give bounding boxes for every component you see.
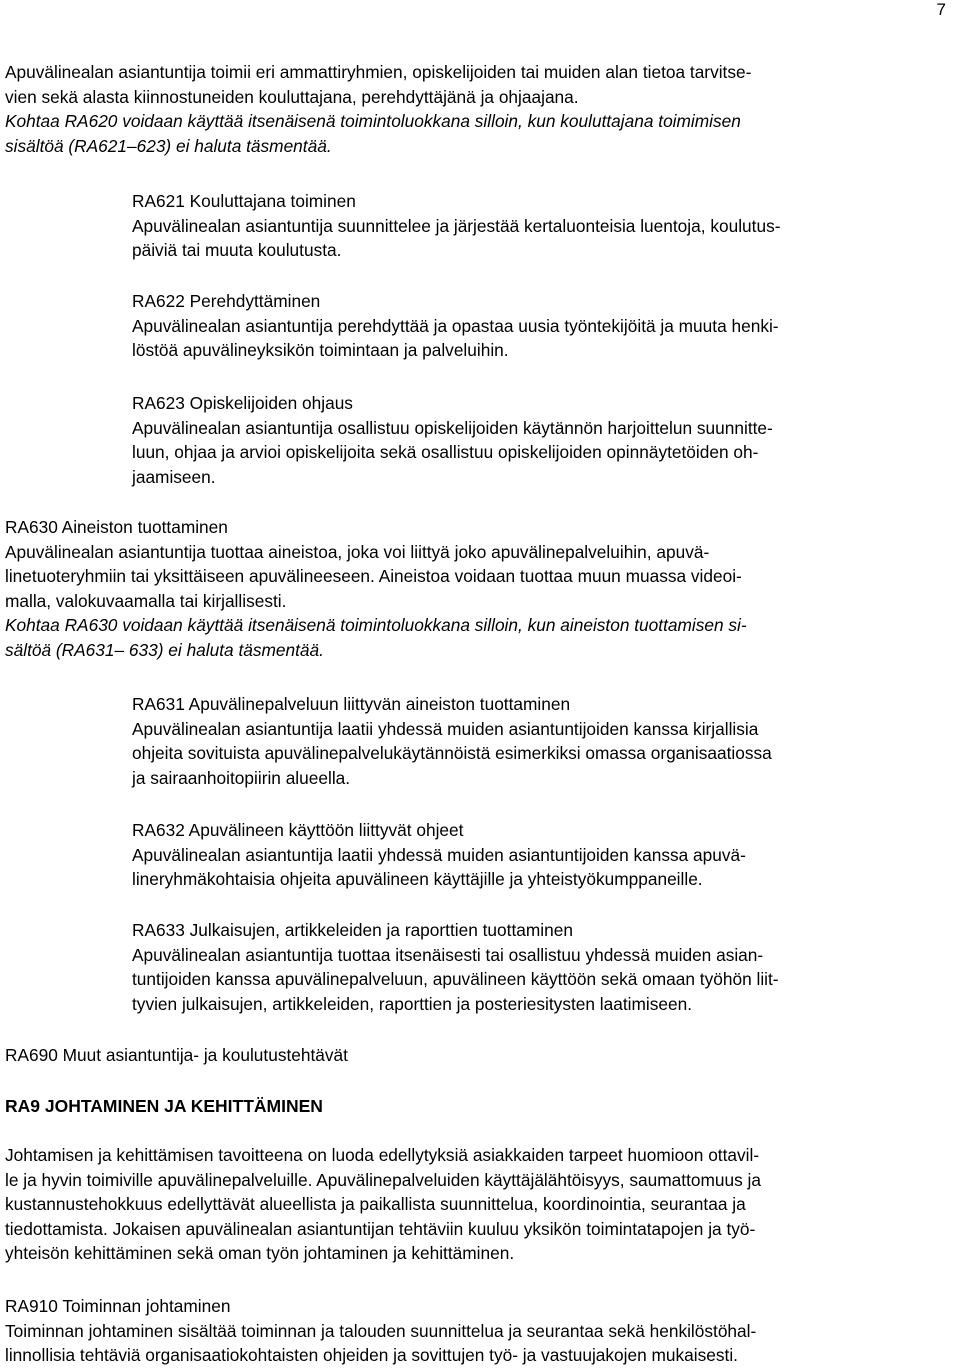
section-ra910	[5, 1294, 956, 1368]
page-number: 7	[936, 0, 946, 19]
text-line: kustannustehokkuus edellyttävät alueellista ja paikallista suunnittelua, koordinointia, seurantaa ja	[5, 1194, 746, 1214]
text-line: le ja hyvin toimiville apuvälinepalveluille. Apuvälinepalveluiden käyttäjälähtöisyys, saumattomuus ja	[5, 1169, 761, 1190]
section-title: RA631 Apuvälinepalveluun liittyvän aineiston tuottaminen	[132, 694, 571, 714]
text-line: Toiminnan johtaminen sisältää toiminnan ja talouden suunnittelua ja seurantaa sekä henkilöstöhal-	[5, 1320, 757, 1341]
text-line: Apuvälinealan asiantuntija tuottaa itsenäisesti tai osallistuu yhdessä muiden asian-	[132, 944, 764, 965]
section-title: RA910 Toiminnan johtaminen	[5, 1296, 231, 1316]
text-line: Apuvälinealan asiantuntija laatii yhdessä muiden asiantuntijoiden kanssa kirjallisia	[132, 718, 759, 739]
section-ra632	[132, 818, 956, 892]
text-line: linetuoteryhmiin tai yksittäiseen apuvälineeseen. Aineistoa voidaan tuottaa muun muassa videoi-	[5, 566, 742, 586]
text-line: ja sairaanhoitopiirin alueella.	[132, 767, 351, 788]
section-title: RA690 Muut asiantuntija- ja koulutustehtävät	[5, 1045, 348, 1065]
note-line: sältöä (RA631– 633) ei haluta täsmentää.	[5, 639, 324, 660]
section-ra623	[132, 391, 956, 489]
text-line: tiedottamista. Jokaisen apuvälinealan asiantuntijan tehtäviin kuuluu yksikön toimintatapojen ja työ-	[5, 1218, 756, 1239]
text-line: linnollisia tehtäviä organisaatiokohtaisten ohjeiden ja sovittujen työ- ja vastuujakojen mukaisesti.	[5, 1345, 738, 1365]
section-ra621	[132, 189, 956, 263]
section-ra690	[5, 1043, 956, 1068]
text-line: Apuvälinealan asiantuntija perehdyttää ja opastaa uusia työntekijöitä ja muuta henki-	[132, 315, 779, 336]
text-line: jaamiseen.	[132, 466, 216, 487]
text-line: vien sekä alasta kiinnostuneiden kouluttajana, perehdyttäjänä ja ohjaajana.	[5, 86, 579, 107]
section-title: RA623 Opiskelijoiden ohjaus	[132, 393, 353, 413]
text-line: Apuvälinealan asiantuntija suunnittelee ja järjestää kertaluonteisia luentoja, koulutus-	[132, 215, 781, 236]
section-title: RA621 Kouluttajana toiminen	[132, 191, 356, 211]
text-line: Apuvälinealan asiantuntija toimii eri ammattiryhmien, opiskelijoiden tai muiden alan tietoa tarvitse-	[5, 62, 752, 82]
text-line: Johtamisen ja kehittämisen tavoitteena on luoda edellytyksiä asiakkaiden tarpeet huomioon ottavil-	[5, 1145, 760, 1165]
text-line: tyvien julkaisujen, artikkeleiden, raporttien ja posteriesitysten laatimiseen.	[132, 993, 693, 1014]
section-title: RA630 Aineiston tuottaminen	[5, 517, 228, 537]
text-line: luun, ohjaa ja arvioi opiskelijoita sekä osallistuu opiskelijoiden opinnäytetöiden oh-	[132, 442, 759, 462]
text-line: Apuvälinealan asiantuntija osallistuu opiskelijoiden käytännön harjoittelun suunnitte-	[132, 417, 773, 438]
section-ra633	[132, 918, 956, 1016]
note-line: Kohtaa RA630 voidaan käyttää itsenäisenä toimintoluokkana silloin, kun aineiston tuottamisen si-	[5, 615, 747, 635]
text-line: tuntijoiden kanssa apuvälinepalveluun, apuvälineen käyttöön sekä omaan työhön liit-	[132, 969, 779, 989]
note-line: Kohtaa RA620 voidaan käyttää itsenäisenä toimintoluokkana silloin, kun kouluttajana toimimisen	[5, 111, 741, 131]
text-line: päiviä tai muuta koulutusta.	[132, 240, 342, 260]
section-ra631	[132, 692, 956, 790]
section-title: RA633 Julkaisujen, artikkeleiden ja raporttien tuottaminen	[132, 920, 573, 940]
text-line: ohjeita sovituista apuvälinepalvelukäytännöistä esimerkiksi omassa organisaatiossa	[132, 743, 772, 763]
text-line: löstöä apuvälineyksikön toimintaan ja palveluihin.	[132, 340, 509, 360]
section-title: RA622 Perehdyttäminen	[132, 291, 321, 311]
section-ra622	[132, 289, 956, 363]
section-ra9-body	[5, 1143, 956, 1266]
section-title: RA632 Apuvälineen käyttöön liittyvät ohjeet	[132, 820, 464, 840]
text-line: lineryhmäkohtaisia ohjeita apuvälineen käyttäjille ja yhteistyökumppaneille.	[132, 869, 703, 889]
section-ra630	[5, 515, 956, 662]
text-line: Apuvälinealan asiantuntija laatii yhdessä muiden asiantuntijoiden kanssa apuvä-	[132, 844, 746, 865]
intro-paragraph	[5, 60, 956, 158]
section-ra9-heading	[5, 1094, 956, 1119]
text-line: malla, valokuvaamalla tai kirjallisesti.	[5, 590, 287, 611]
note-line: sisältöä (RA621–623) ei haluta täsmentää.	[5, 135, 332, 156]
text-line: yhteisön kehittäminen sekä oman työn johtaminen ja kehittäminen.	[5, 1243, 515, 1263]
text-line: Apuvälinealan asiantuntija tuottaa aineistoa, joka voi liittyä joko apuvälinepalveluihin, apuvä-	[5, 541, 710, 562]
main-heading: RA9 JOHTAMINEN JA KEHITTÄMINEN	[5, 1096, 323, 1116]
